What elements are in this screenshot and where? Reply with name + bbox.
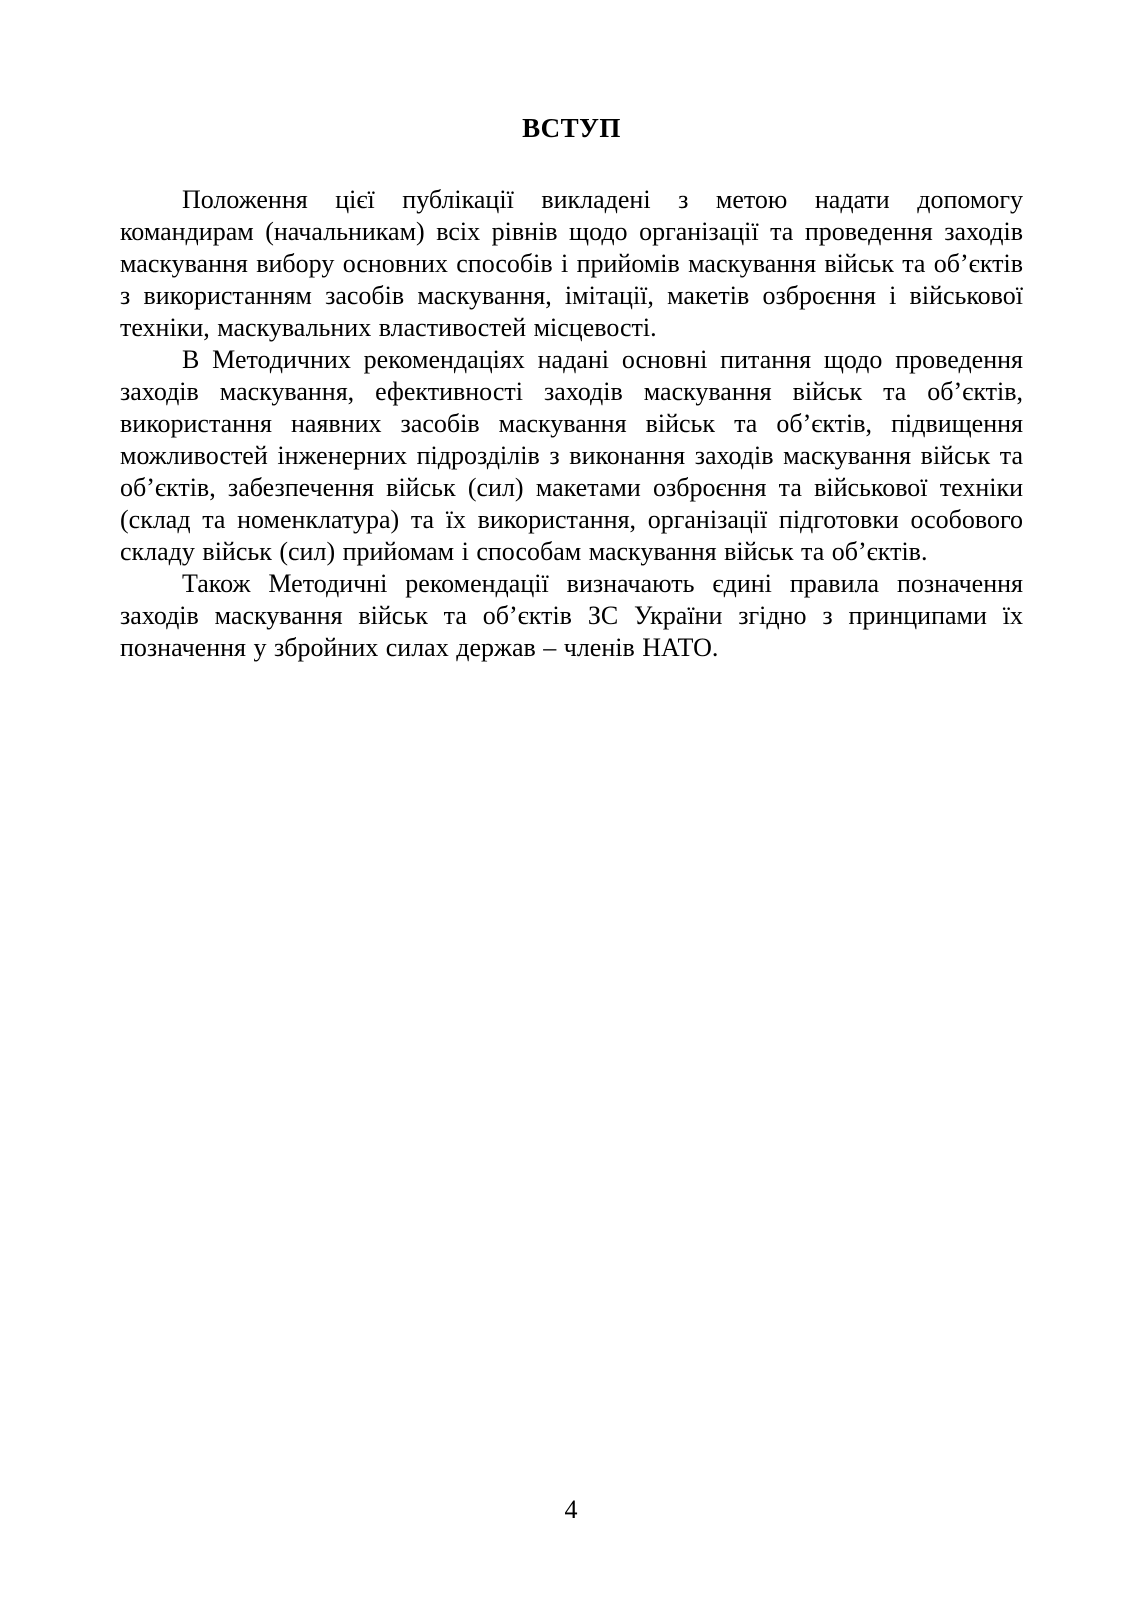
paragraph-2: В Методичних рекомендаціях надані основні питання щодо проведення заходів маскування, ефективності заходів маскування військ та об’єктів, використання наявних засобів маскування військ та об’єктів, підвищення можливостей інженерних підрозділів з виконання заходів маскування військ та об’єктів, забезпечення військ (сил) макетами озброєння та військової техніки (склад та номенклатура) та їх використання, організації підготовки особового складу військ (сил) прийомам і способам маскування військ та об’єктів.: [120, 345, 1023, 566]
text-block: [120, 112, 1023, 664]
page-number: 4: [564, 1495, 578, 1524]
paragraph-3: Також Методичні рекомендації визначають єдині правила позначення заходів маскування військ та об’єктів ЗС України згідно з принципами їх позначення у збройних силах держав – членів НАТО.: [120, 569, 1023, 662]
page-title: ВСТУП: [522, 113, 621, 143]
paragraph-1: Положення цієї публікації викладені з метою надати допомогу командирам (начальникам) всіх рівнів щодо організації та проведення заходів маскування вибору основних способів і прийомів маскування військ та об’єктів з використанням засобів маскування, імітації, макетів озброєння і військової техніки, маскувальних властивостей місцевості.: [120, 185, 1023, 342]
